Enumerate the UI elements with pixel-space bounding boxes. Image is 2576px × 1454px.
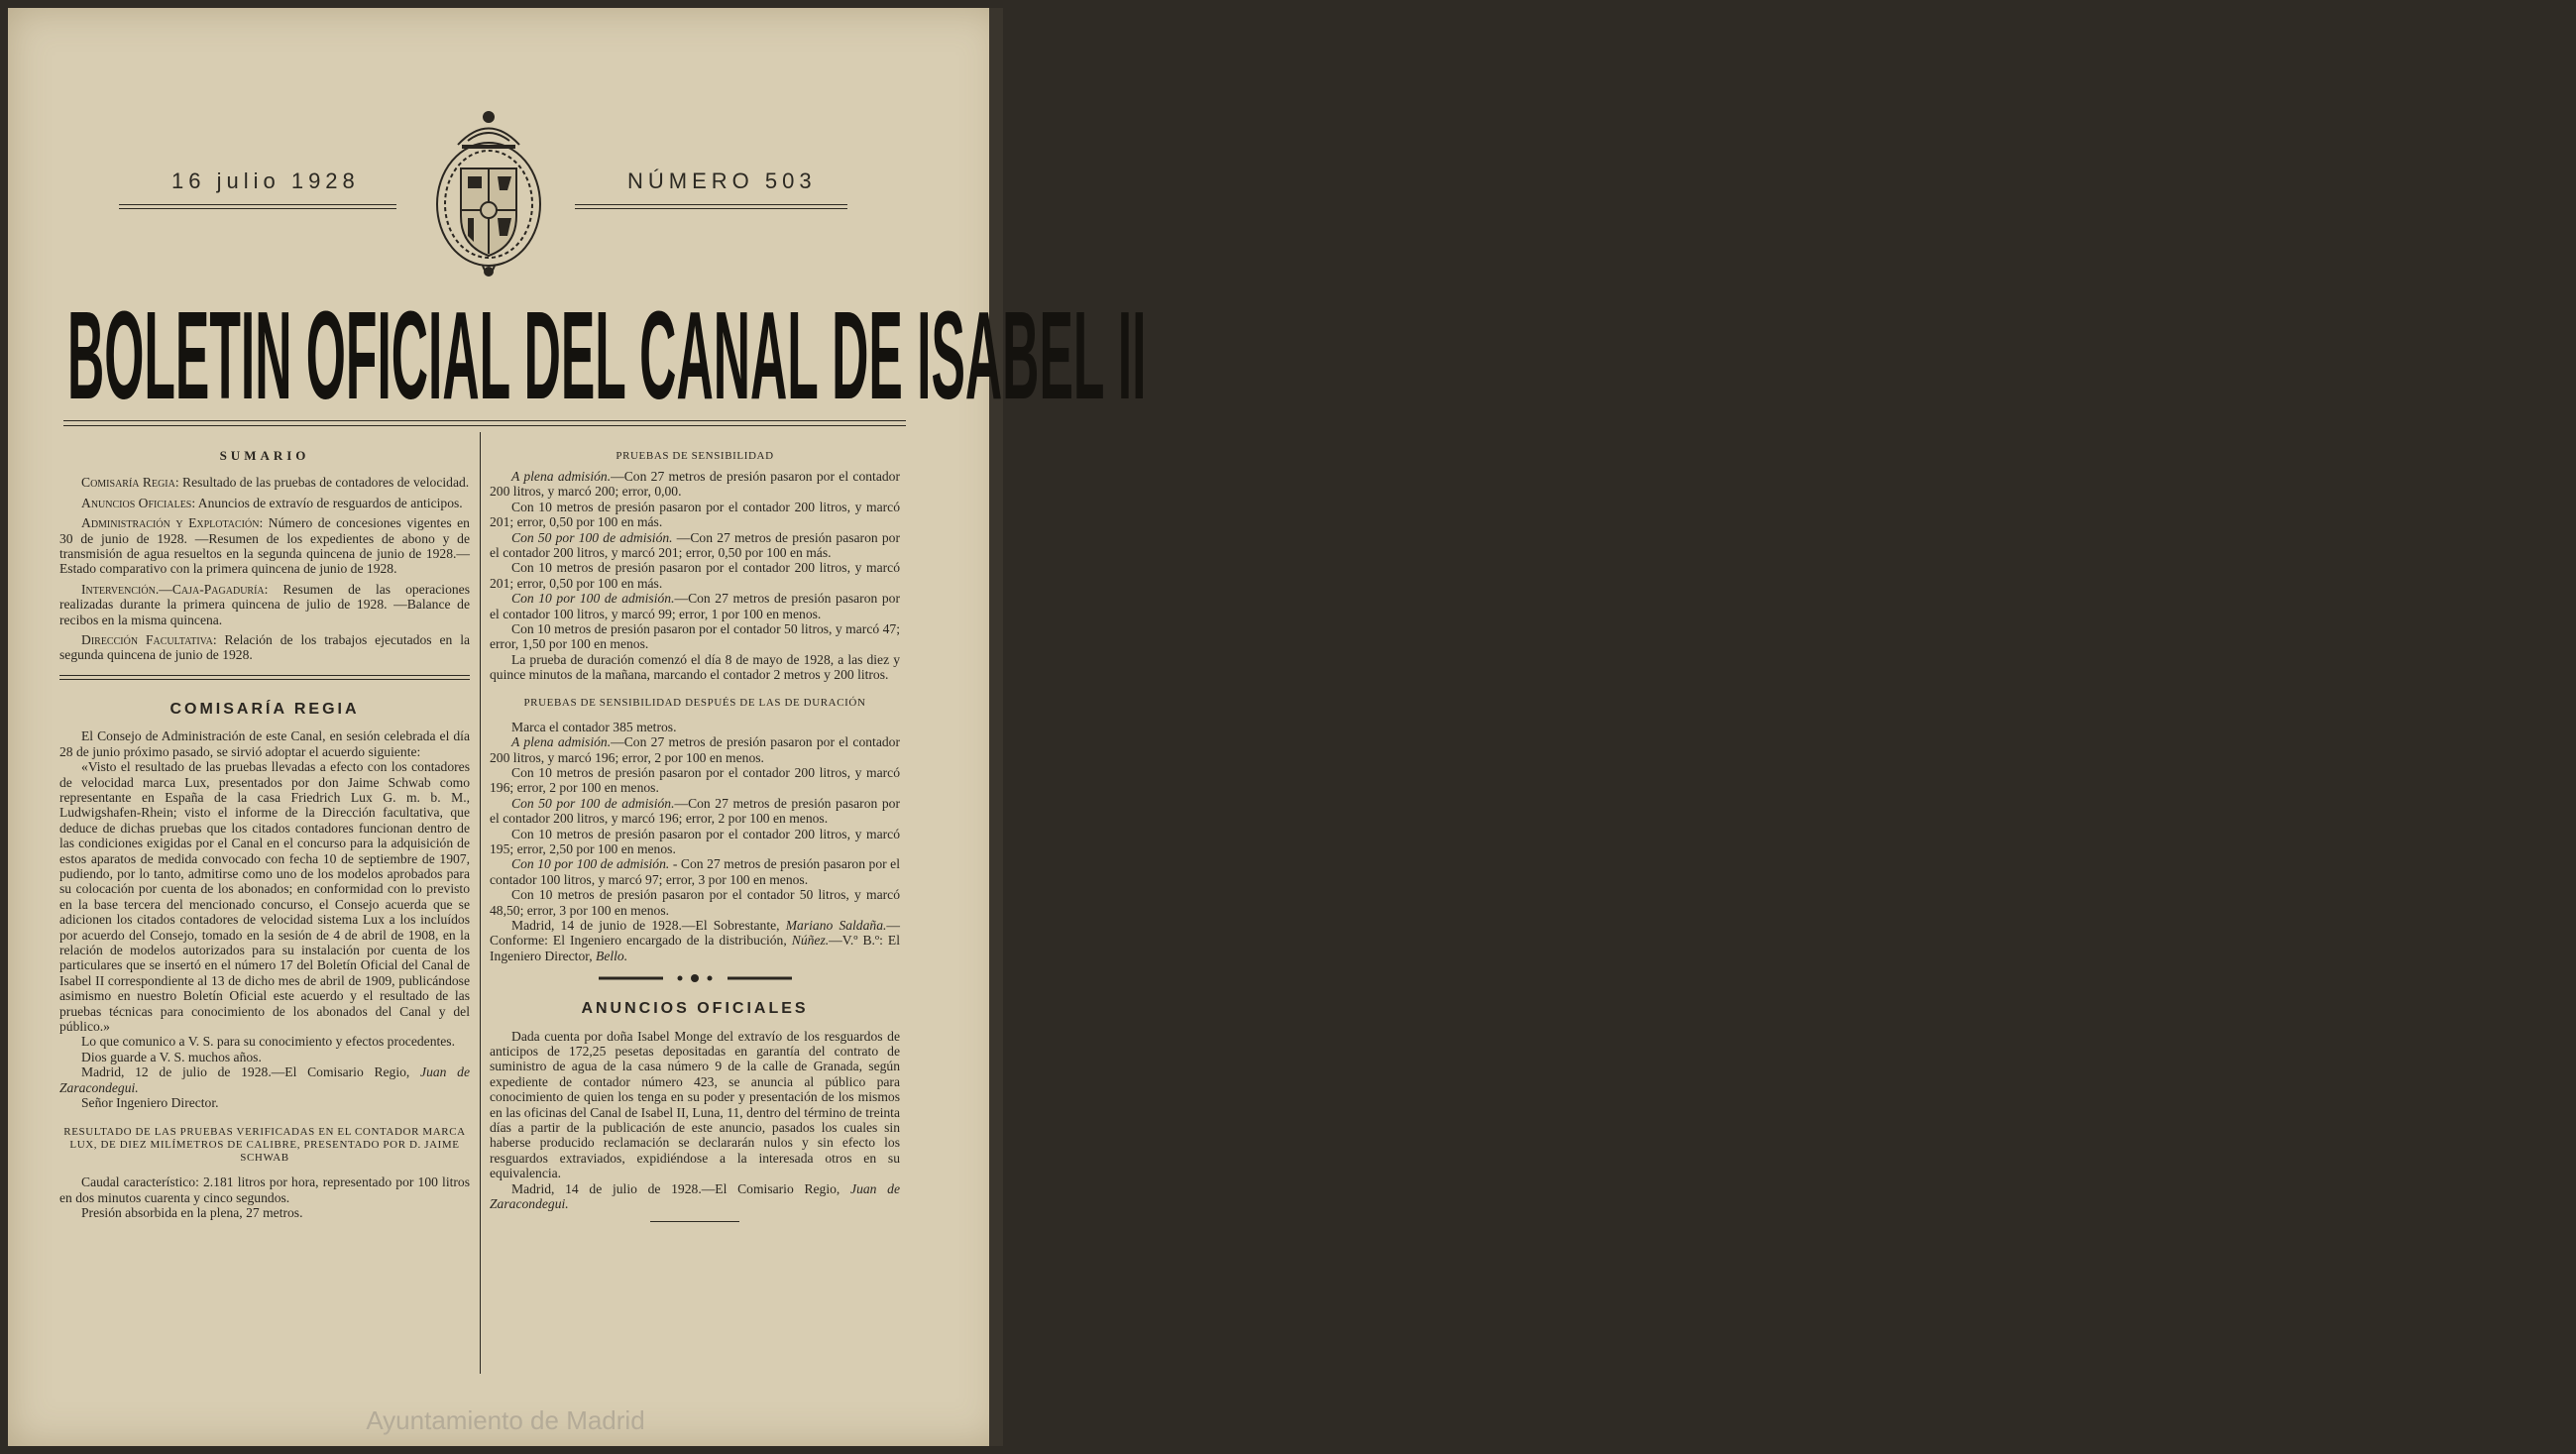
sumario-item (59, 515, 470, 577)
prueba-label: Con 10 por 100 de admisión. (511, 591, 675, 607)
prueba-line: La prueba de duración comenzó el día 8 de mayo de 1928, a las diez y quince minutos de la mañana, marcando el contador 2 metros y 200 litros. (490, 651, 900, 683)
binding-edge (989, 8, 1003, 1446)
ornament-divider-icon (490, 971, 900, 985)
prueba-label: Con 50 por 100 de admisión. (511, 529, 673, 545)
prueba-line: Con 10 metros de presión pasaron por el contador 200 litros, y marcó 201; error, 0,50 por 100 en más. (490, 560, 900, 591)
prueba-line: Marca el contador 385 metros. (511, 719, 677, 734)
masthead-text: BOLETIN OFICIAL DEL CANAL DE ISABEL II (67, 285, 1147, 426)
sumario-item-text: Resultado de las pruebas de contadores de velocidad. (178, 475, 470, 491)
signature-name: Juan de Zaracondegui. (59, 1064, 470, 1095)
signature-text: —V.º B.º: El Ingeniero Director, (490, 933, 900, 963)
prueba-line (490, 796, 900, 827)
prueba-label: Con 50 por 100 de admisión. (511, 795, 675, 811)
signature-name: Juan de Zaracondegui. (490, 1180, 900, 1212)
comisaria-title: COMISARÍA REGIA (169, 700, 360, 718)
prueba-label: A plena admisión. (511, 469, 612, 484)
archive-watermark: Ayuntamiento de Madrid (366, 1405, 645, 1435)
sumario-item (59, 582, 470, 627)
sumario-item-text: Anuncios de extravío de resguardos de anticipos. (195, 495, 463, 510)
prueba-label: Con 10 por 100 de admisión. (511, 856, 670, 872)
prueba-signature (490, 918, 900, 963)
end-rule (650, 1221, 739, 1222)
comisaria-paragraph: El Consejo de Administración de este Canal, en sesión celebrada el día 28 de junio próximo pasado, se sirvió adoptar el acuerdo siguiente: (59, 728, 470, 759)
sumario-item-label: Dirección Facultativa: (81, 632, 217, 648)
prueba-line (490, 591, 900, 621)
prueba-text: —Con 27 metros de presión pasaron por el contador 100 litros, y marcó 99; error, 1 por 100 en menos. (490, 591, 900, 621)
prueba-line (490, 469, 900, 500)
prueba-line (490, 856, 900, 887)
signature-name: Núñez. (791, 933, 830, 949)
caudal-paragraph: Caudal característico: 2.181 litros por hora, representado por 100 litros en dos minutos cuarenta y cinco segundos. (59, 1174, 470, 1205)
signature-text: —Conforme: El Ingeniero encargado de la distribución, (490, 917, 900, 949)
prueba-text: —Con 27 metros de presión pasaron por el contador 200 litros, y marcó 201; error, 0,50 por 100 en más. (490, 529, 900, 561)
anuncios-title: ANUNCIOS OFICIALES (581, 1000, 809, 1018)
sumario-item (59, 496, 470, 510)
sumario-item (59, 632, 470, 663)
sumario-item-text: Relación de los trabajos ejecutados en la segunda quincena de junio de 1928. (59, 632, 471, 663)
comisaria-signature (59, 1064, 470, 1095)
sumario-item-text: Número de concesiones vigentes en 30 de junio de 1928. —Resumen de los expedientes de abono y de transmisión de agua resueltos en la segunda quincena de junio de 1928.—Estado comparativo con la primera quincena de junio de 1928. (59, 515, 470, 577)
anuncio-signature (490, 1181, 900, 1212)
issue-number: NÚMERO 503 (627, 168, 817, 193)
sumario-item-label: Intervención.—Caja-Pagaduría: (81, 581, 269, 597)
left-column (59, 448, 470, 1221)
masthead-rule-2 (63, 425, 906, 426)
prueba-text: - Con 27 metros de presión pasaron por el contador 100 litros, y marcó 97; error, 3 por 100 en menos. (490, 856, 900, 887)
coat-of-arms-icon (428, 107, 549, 285)
sumario-item-text: Resumen de las operaciones realizadas durante la primera quincena de julio de 1928. —Balance de recibos en la misma quincena. (59, 581, 470, 627)
signature-text: Madrid, 14 de junio de 1928.—El Sobrestante, (511, 917, 786, 933)
prueba-line: Con 10 metros de presión pasaron por el contador 200 litros, y marcó 196; error, 2 por 100 en menos. (490, 764, 900, 796)
prueba-line (490, 530, 900, 561)
header-rule-left (119, 204, 396, 205)
signature-text: Madrid, 14 de julio de 1928.—El Comisario Regio, (511, 1180, 851, 1196)
signature-name: Bello. (596, 948, 628, 963)
prueba-line: Con 10 metros de presión pasaron por el contador 50 litros, y marcó 48,50; error, 3 por 100 en menos. (490, 887, 900, 918)
sumario-item-label: Anuncios Oficiales: (81, 495, 196, 510)
header-rule-left-2 (119, 208, 396, 209)
sensibilidad-title: PRUEBAS DE SENSIBILIDAD (616, 450, 774, 462)
section-rule-2 (59, 679, 470, 680)
prueba-text: —Con 27 metros de presión pasaron por el contador 200 litros, y marcó 196; error, 2 por 100 en menos. (490, 795, 900, 827)
comisaria-paragraph: Dios guarde a V. S. muchos años. (81, 1049, 262, 1064)
resultado-title: RESULTADO DE LAS PRUEBAS VERIFICADAS EN EL CONTADOR MARCA LUX, DE DIEZ MILÍMETROS DE CALIBRE, PRESENTADO POR D. JAIME SCHWAB (63, 1126, 466, 1165)
sumario-item (59, 475, 470, 490)
sumario-title: SUMARIO (219, 448, 310, 463)
masthead-title (67, 285, 1147, 426)
prueba-text: —Con 27 metros de presión pasaron por el contador 200 litros, y marcó 196; error, 2 por 100 en menos. (490, 734, 900, 765)
newspaper-page (8, 8, 1147, 1446)
presion-paragraph: Presión absorbida en la plena, 27 metros. (81, 1205, 303, 1221)
header-rule-right (575, 204, 847, 205)
sumario-item-label: Comisaría Regia: (81, 475, 179, 491)
issue-date: 16 julio 1928 (171, 168, 360, 193)
masthead-rule (63, 420, 906, 421)
prueba-line: Con 10 metros de presión pasaron por el contador 200 litros, y marcó 195; error, 2,50 por 100 en menos. (490, 826, 900, 856)
right-column (490, 450, 900, 1222)
prueba-text: —Con 27 metros de presión pasaron por el contador 200 litros, y marcó 200; error, 0,00. (490, 469, 900, 500)
section-rule (59, 675, 470, 676)
prueba-line (490, 734, 900, 765)
comisaria-paragraph: «Visto el resultado de las pruebas llevadas a efecto con los contadores de velocidad marca Lux, presentados por don Jaime Schwab como representante en España de la casa Friedrich Lux G. m. b. M., Ludwigshafen-Rhein; visto el informe de la Dirección facultativa, que deduce de dichas pruebas que los citados contadores funcionan dentro de las condiciones exigidas por el Canal en el concurso para la adquisición de estos aparatos de medida convocado con fecha 10 de septiembre de 1907, pudiendo, por lo tanto, admitirse como uno de los modelos aprobados para su colocación por cuenta de los abonados; en conformidad con lo previsto en la base tercera del mencionado concurso, el Consejo acuerda que se adicionen los citados contadores de velocidad sistema Lux a los incluídos por acuerdo del Consejo, tomado en la sesión de 4 de abril de 1908, en la relación de modelos autorizados para su instalación por cuenta de los particulares que se insertó en el número 17 del Boletín Oficial del Canal de Isabel II correspondiente al 13 de dicho mes de abril de 1909, publicándose asimismo en nuestro Boletín Oficial este acuerdo y el resultado de las pruebas técnicas para conocimiento de los abonados del Canal y del público.» (59, 759, 470, 1034)
sumario-item-label: Administración y Explotación: (81, 515, 264, 531)
prueba-line: Con 10 metros de presión pasaron por el contador 50 litros, y marcó 47; error, 1,50 por 100 en menos. (490, 621, 900, 652)
anuncio-paragraph: Dada cuenta por doña Isabel Monge del extravío de los resguardos de anticipos de 172,25 pesetas depositadas en garantía del contrato de suministro de agua de la casa número 9 de la calle de Granada, según expediente de contador número 423, se anuncia al público para conocimiento de quien los tenga en su poder y presentación de los mismos en las oficinas del Canal de Isabel II, Luna, 11, dentro del término de treinta días a partir de la publicación de este anuncio, pasados los cuales sin haberse producido reclamación se declararán nulos y sin efecto los resguardos extraviados, expidiéndose a la interesada otros en su equivalencia. (490, 1028, 900, 1181)
comisaria-paragraph: Lo que comunico a V. S. para su conocimiento y efectos procedentes. (81, 1034, 455, 1050)
header-rule-right-2 (575, 208, 847, 209)
prueba-line: Con 10 metros de presión pasaron por el contador 200 litros, y marcó 201; error, 0,50 por 100 en más. (490, 499, 900, 530)
prueba-label: A plena admisión. (511, 734, 612, 750)
signature-text: Madrid, 12 de julio de 1928.—El Comisario Regio, (81, 1064, 421, 1080)
signature-name: Mariano Saldaña. (785, 917, 887, 933)
duracion-title: PRUEBAS DE SENSIBILIDAD DESPUÉS DE LAS DE DURACIÓN (523, 696, 866, 709)
column-divider (480, 432, 481, 1374)
comisaria-addressee: Señor Ingeniero Director. (81, 1095, 219, 1111)
